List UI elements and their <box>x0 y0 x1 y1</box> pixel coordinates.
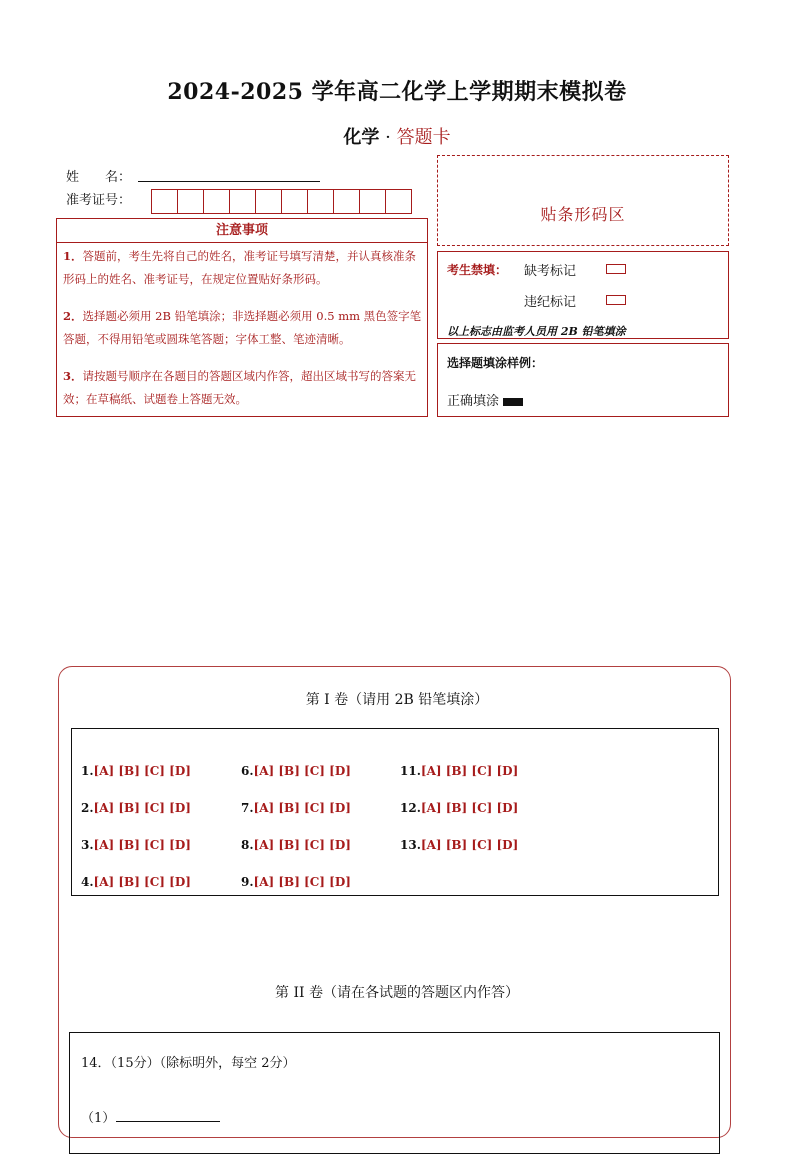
id-digit-box[interactable] <box>333 189 360 214</box>
page-title: 2024-2025 学年高二化学上学期期末模拟卷 <box>167 79 627 105</box>
section1-title: 第 I 卷（请用 2B 铅笔填涂） <box>305 692 489 708</box>
q14-answer-area <box>69 1032 720 1154</box>
notice-item-1: 1．答题前，考生先将自己的姓名，准考证号填写清楚，并认真核准条形码上的姓名、准考证号，在规定位置贴好条形码。 <box>63 249 417 286</box>
absent-mark[interactable] <box>606 264 626 274</box>
notice-item-2: 2．选择题必须用 2B 铅笔填涂；非选择题必须用 0.5 mm 黑色签字笔答题，不得用铅笔或圆珠笔答题；字体工整、笔迹清晰。 <box>63 309 422 346</box>
section2-title: 第 II 卷（请在各试题的答题区内作答） <box>275 985 519 1001</box>
violation-mark[interactable] <box>606 295 626 305</box>
mcq-question[interactable]: 2.[A] [B] [C] [D] <box>81 801 191 815</box>
mcq-question[interactable]: 6.[A] [B] [C] [D] <box>241 764 351 778</box>
mcq-question[interactable]: 4.[A] [B] [C] [D] <box>81 875 191 889</box>
id-digit-box[interactable] <box>255 189 282 214</box>
q14-sub1-label: （1） <box>81 1111 116 1126</box>
mcq-question[interactable]: 3.[A] [B] [C] [D] <box>81 838 191 852</box>
fill-example-box <box>437 343 729 417</box>
id-digit-box[interactable] <box>151 189 178 214</box>
subtitle-subject: 化学 <box>343 127 380 148</box>
correct-fill: 正确填涂 <box>447 390 523 409</box>
q14-sub1-blank[interactable] <box>116 1121 220 1122</box>
example-title: 选择题填涂样例： <box>447 356 544 370</box>
forbidden-note: 以上标志由监考人员用 2B 铅笔填涂 <box>447 325 626 338</box>
mcq-question[interactable]: 1.[A] [B] [C] [D] <box>81 764 191 778</box>
id-digit-box[interactable] <box>229 189 256 214</box>
mcq-question[interactable]: 9.[A] [B] [C] [D] <box>241 875 351 889</box>
id-digit-box[interactable] <box>359 189 386 214</box>
mcq-question[interactable]: 13.[A] [B] [C] [D] <box>400 838 519 852</box>
mcq-question[interactable]: 7.[A] [B] [C] [D] <box>241 801 351 815</box>
subtitle-sep: · <box>379 127 397 148</box>
q14-title: 14．（15分）（除标明外，每空 2分） <box>81 1056 296 1071</box>
id-digit-box[interactable] <box>385 189 412 214</box>
id-digit-box[interactable] <box>203 189 230 214</box>
notice-box <box>56 218 428 417</box>
id-boxes[interactable] <box>151 189 411 213</box>
forbidden-box <box>437 251 729 339</box>
notice-item-3: 3．请按题号顺序在各题目的答题区域内作答，超出区域书写的答案无效；在草稿纸、试题卷上答题无效。 <box>63 369 417 406</box>
name-field[interactable] <box>138 180 320 182</box>
name-label: 姓 名： <box>66 170 132 185</box>
mcq-question[interactable]: 11.[A] [B] [C] [D] <box>400 764 519 778</box>
barcode-area <box>437 155 729 246</box>
barcode-label: 贴条形码区 <box>540 205 626 224</box>
id-digit-box[interactable] <box>307 189 334 214</box>
mcq-grid <box>71 728 719 896</box>
id-digit-box[interactable] <box>281 189 308 214</box>
mcq-question[interactable]: 8.[A] [B] [C] [D] <box>241 838 351 852</box>
forbidden-label: 考生禁填： <box>447 263 508 277</box>
violation-label: 违纪标记 <box>524 295 577 310</box>
id-label: 准考证号： <box>66 193 132 208</box>
page-subtitle <box>0 123 794 149</box>
filled-sample-icon <box>503 398 523 406</box>
id-digit-box[interactable] <box>177 189 204 214</box>
absent-label: 缺考标记 <box>524 264 577 279</box>
subtitle-rest: 答题卡 <box>396 127 451 148</box>
mcq-question[interactable]: 12.[A] [B] [C] [D] <box>400 801 519 815</box>
notice-heading: 注意事项 <box>57 219 427 243</box>
